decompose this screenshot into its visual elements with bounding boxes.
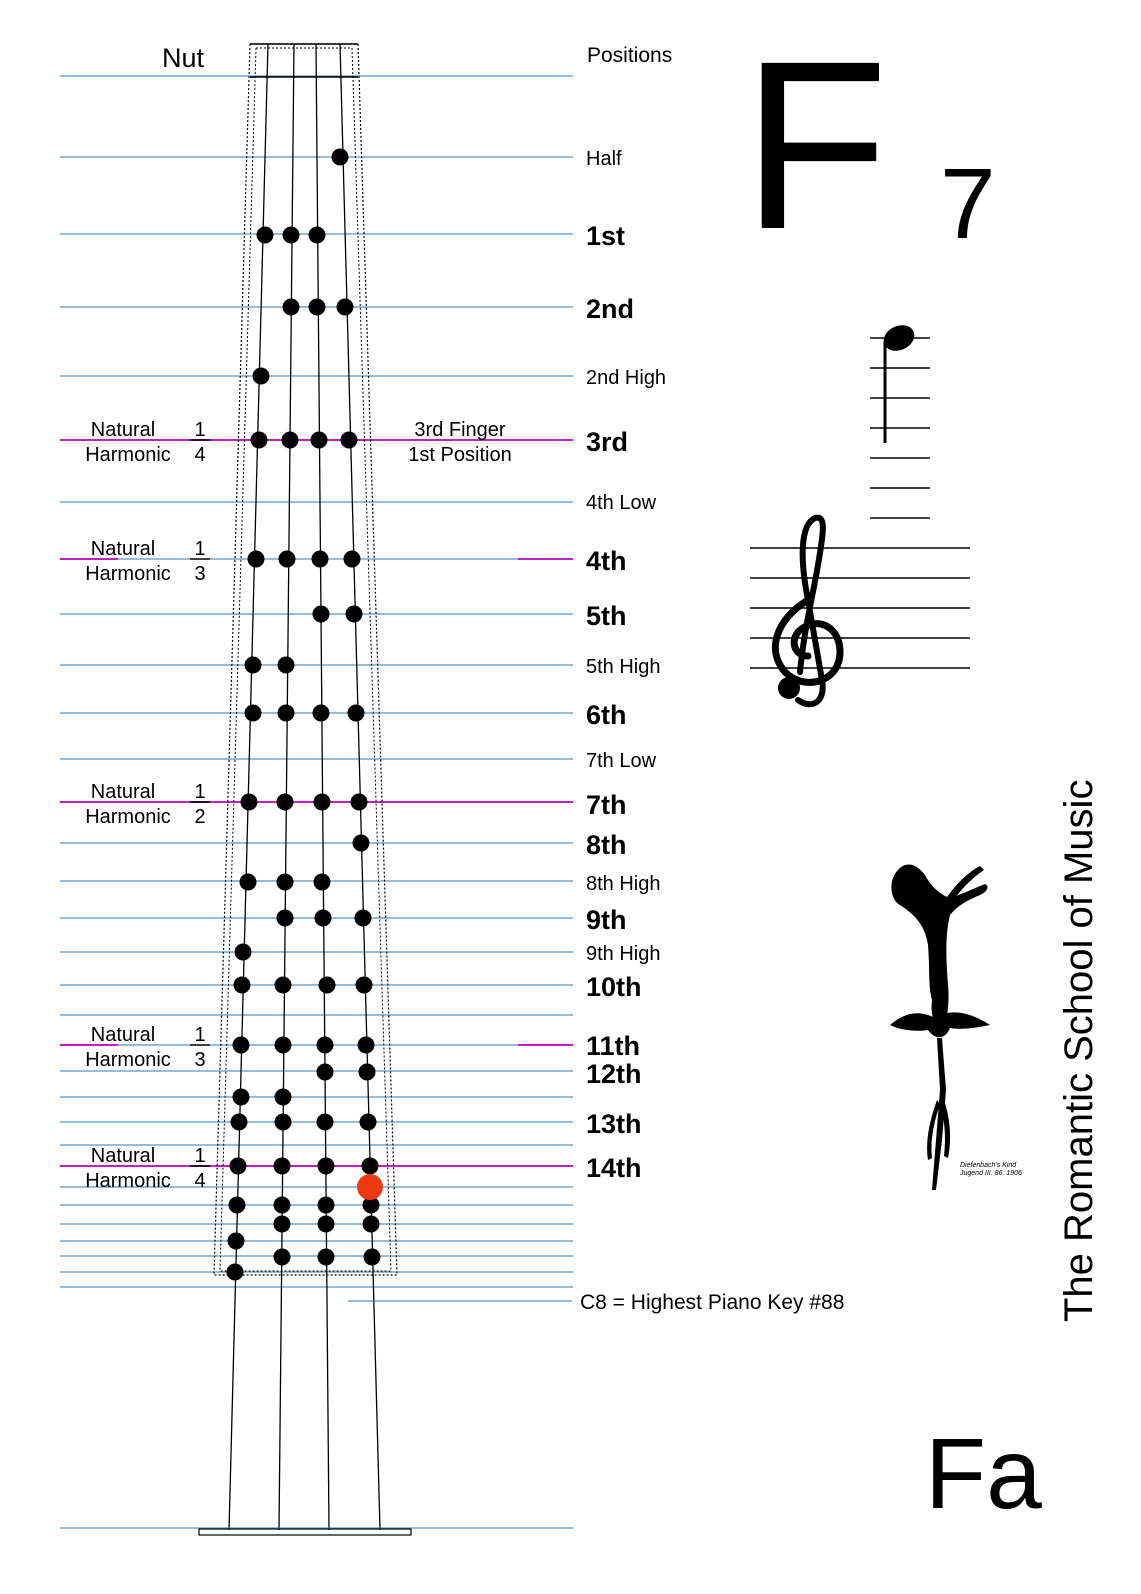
finger-dot (317, 1064, 334, 1081)
finger-dot (253, 368, 270, 385)
harmonic-denominator: 3 (194, 563, 206, 585)
finger-dot (341, 432, 358, 449)
finger-dot (312, 551, 329, 568)
position-label: 7th Low (586, 750, 657, 772)
position-label: 2nd High (586, 367, 667, 389)
finger-dot (228, 1233, 245, 1250)
position-label: 14th (586, 1153, 642, 1183)
finger-dot (245, 657, 262, 674)
harmonic-denominator: 3 (194, 1049, 206, 1071)
big-number: 7 (940, 148, 996, 260)
position-label: 9th High (586, 943, 661, 965)
finger-dot (283, 227, 300, 244)
finger-dot (337, 299, 354, 316)
position-label: 13th (586, 1109, 642, 1139)
finger-dot (311, 432, 328, 449)
finger-dot (351, 794, 368, 811)
finger-dot (275, 1114, 292, 1131)
finger-dot (278, 705, 295, 722)
finger-dot (315, 910, 332, 927)
finger-dot (317, 1037, 334, 1054)
violinist-silhouette-icon (890, 865, 990, 1190)
finger-dot (257, 227, 274, 244)
finger-dot (233, 1037, 250, 1054)
finger-dot (318, 1216, 335, 1233)
nut-label: Nut (161, 43, 205, 73)
harmonic-word2: Harmonic (85, 563, 171, 585)
position-label: 11th (586, 1031, 641, 1061)
music-staff (750, 548, 970, 668)
harmonic-denominator: 2 (194, 806, 206, 828)
position-label: 8th High (586, 873, 661, 895)
finger-dot (319, 977, 336, 994)
harmonic-denominator: 4 (194, 1170, 206, 1192)
finger-dot (358, 1037, 375, 1054)
ledger-lines (870, 338, 930, 518)
position-label: 12th (586, 1059, 642, 1089)
position-label: 2nd (586, 294, 635, 324)
finger-dot (332, 149, 349, 166)
finger-dot (313, 606, 330, 623)
finger-dot (231, 1114, 248, 1131)
harmonic-numerator: 1 (194, 1024, 206, 1046)
finger-dots (227, 149, 381, 1281)
finger-dot (275, 1089, 292, 1106)
position-label: Half (586, 148, 622, 170)
finger-dot (241, 794, 258, 811)
harmonic-word1: Natural (90, 1145, 156, 1167)
finger-dot (235, 944, 252, 961)
finger-dot (318, 1158, 335, 1175)
finger-dot (348, 705, 365, 722)
finger-dot (362, 1158, 379, 1175)
quarter-note-icon (879, 320, 918, 443)
finger-dot (346, 606, 363, 623)
position-label: 4th Low (586, 492, 657, 514)
finger-dot (234, 977, 251, 994)
positions-header: Positions (587, 44, 673, 67)
silhouette-caption-line1: Diefenbach's Kind (960, 1162, 1017, 1169)
finger-dot (314, 874, 331, 891)
finger-dot (277, 874, 294, 891)
finger-dot (278, 657, 295, 674)
strings (229, 44, 380, 1530)
finger-dot (355, 910, 372, 927)
finger-dot (283, 299, 300, 316)
position-label: 3rd (586, 427, 629, 457)
finger-dot (282, 432, 299, 449)
finger-dot (277, 910, 294, 927)
harmonic-numerator: 1 (194, 538, 206, 560)
position-label: 5th High (586, 656, 661, 678)
vertical-title: The Romantic School of Music (1057, 779, 1101, 1322)
harmonic-word1: Natural (90, 538, 156, 560)
big-letter: F (742, 11, 889, 279)
position-label: 9th (586, 905, 627, 935)
finger-dot (251, 432, 268, 449)
finger-dot (248, 551, 265, 568)
finger-dot (279, 551, 296, 568)
finger-dot (275, 1037, 292, 1054)
position-lines (60, 76, 573, 1287)
position-label: 10th (586, 972, 642, 1002)
finger-dot (318, 1197, 335, 1214)
harmonic-numerator: 1 (194, 1145, 206, 1167)
harmonic-word1: Natural (90, 1024, 156, 1046)
harmonic-word1: Natural (90, 781, 156, 803)
finger-dot (230, 1158, 247, 1175)
finger-dot (318, 1249, 335, 1266)
silhouette-caption-line2: Jugend III. 86. 1906 (960, 1170, 1022, 1177)
position-labels (586, 148, 666, 1183)
harmonic-labels (85, 419, 210, 1192)
finger-dot (245, 705, 262, 722)
harmonic-word1: Natural (90, 419, 156, 441)
nut (250, 44, 358, 77)
third-finger-label: 3rd Finger (414, 419, 506, 441)
position-label: 8th (586, 830, 627, 860)
finger-dot (360, 1114, 377, 1131)
treble-clef-icon (775, 518, 840, 705)
finger-dot (233, 1089, 250, 1106)
position-label: 5th (586, 601, 627, 631)
harmonic-word2: Harmonic (85, 1170, 171, 1192)
finger-dot (364, 1249, 381, 1266)
finger-dot (356, 977, 373, 994)
finger-dot (240, 874, 257, 891)
harmonic-denominator: 4 (194, 444, 206, 466)
harmonic-word2: Harmonic (85, 1049, 171, 1071)
finger-dot (309, 227, 326, 244)
harmonic-numerator: 1 (194, 419, 206, 441)
finger-dot (274, 1249, 291, 1266)
finger-dot (274, 1216, 291, 1233)
finger-dot (313, 705, 330, 722)
finger-dot (277, 794, 294, 811)
footer-note: C8 = Highest Piano Key #88 (580, 1291, 845, 1314)
bridge (60, 1528, 573, 1535)
position-label: 6th (586, 700, 627, 730)
finger-dot (229, 1197, 246, 1214)
harmonic-numerator: 1 (194, 781, 206, 803)
finger-dot (227, 1264, 244, 1281)
finger-dot (359, 1064, 376, 1081)
finger-dot (274, 1158, 291, 1175)
finger-dot (317, 1114, 334, 1131)
position-label: 4th (586, 546, 627, 576)
highlight-dot (357, 1174, 383, 1200)
finger-dot (274, 1197, 291, 1214)
harmonic-word2: Harmonic (85, 806, 171, 828)
finger-dot (363, 1216, 380, 1233)
solfege-label: Fa (925, 1418, 1042, 1530)
finger-dot (314, 794, 331, 811)
first-position-label: 1st Position (408, 444, 512, 466)
finger-dot (275, 977, 292, 994)
finger-dot (344, 551, 361, 568)
finger-dot (353, 835, 370, 852)
position-label: 1st (586, 221, 626, 251)
position-label: 7th (586, 790, 627, 820)
harmonic-word2: Harmonic (85, 444, 171, 466)
finger-dot (309, 299, 326, 316)
